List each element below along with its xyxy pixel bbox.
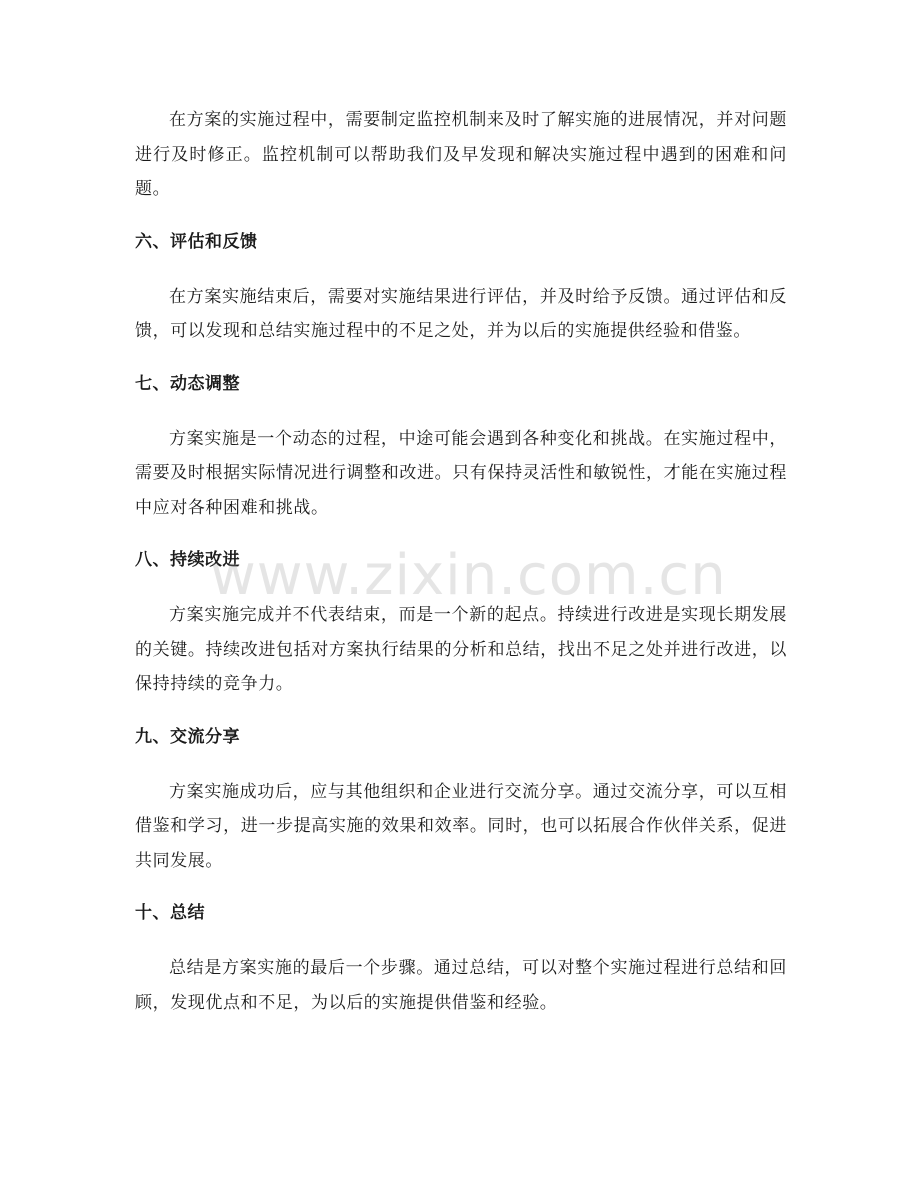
section-heading-9: 九、交流分享 bbox=[135, 726, 240, 747]
section-body-7: 方案实施是一个动态的过程，中途可能会遇到各种变化和挑战。在实施过程中，需要及时根据实际情况进行调整和改进。只有保持灵活性和敏锐性，才能在实施过程中应对各种困难和挑战。 bbox=[135, 428, 787, 518]
section-body-8: 方案实施完成并不代表结束，而是一个新的起点。持续进行改进是实现长期发展的关键。持续改进包括对方案执行结果的分析和总结，找出不足之处并进行改进，以保持持续的竞争力。 bbox=[135, 605, 787, 694]
section-body-6: 在方案实施结束后，需要对实施结果进行评估，并及时给予反馈。通过评估和反馈，可以发现和总结实施过程中的不足之处，并为以后的实施提供经验和借鉴。 bbox=[135, 286, 787, 341]
section-heading-7: 七、动态调整 bbox=[135, 373, 240, 394]
section-heading-8: 八、持续改进 bbox=[135, 550, 240, 570]
section-body-9: 方案实施成功后，应与其他组织和企业进行交流分享。通过交流分享，可以互相借鉴和学习，进一步提高实施的效果和效率。同时，也可以拓展合作伙伴关系，促进共同发展。 bbox=[135, 781, 787, 871]
section-heading-10: 十、总结 bbox=[135, 903, 205, 923]
document-content bbox=[135, 103, 787, 1020]
section-body-10: 总结是方案实施的最后一个步骤。通过总结，可以对整个实施过程进行总结和回顾，发现优点和不足，为以后的实施提供借鉴和经验。 bbox=[135, 958, 787, 1013]
watermark: www.zixin.com.cn bbox=[210, 543, 727, 608]
intro-paragraph: 在方案的实施过程中，需要制定监控机制来及时了解实施的进展情况，并对问题进行及时修正。监控机制可以帮助我们及早发现和解决实施过程中遇到的困难和问题。 bbox=[135, 110, 787, 199]
section-heading-6: 六、评估和反馈 bbox=[135, 231, 258, 252]
